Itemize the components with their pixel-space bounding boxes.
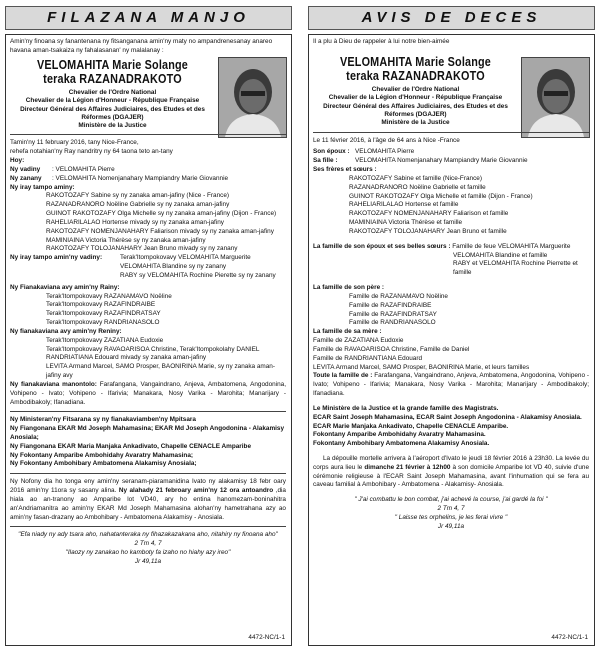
list-item: Fokontany Ambohibary Ambatomena Alakamisy Anosiala. <box>313 440 490 448</box>
malagasy-notice <box>5 6 292 646</box>
notice-frame <box>5 34 292 646</box>
child-row <box>10 175 286 184</box>
list-item: RAKOTOZAFY TOLOJANAHARY Jean Bruno mivady sy ny zanany <box>46 245 238 253</box>
in-laws-label: La famille de son époux et ses belles sœurs : <box>313 242 451 250</box>
list-item: Famille de RAVAOARISOA Christine, Famille de Daniel <box>313 345 470 353</box>
list-item: GUINOT RAKOTOZAFY Olga Michelle sy ny zanaka aman-jafiny (Dijon - France) <box>46 210 277 218</box>
deceased-maiden-name: teraka RAZANADRAKOTO <box>43 71 182 86</box>
spouse-row <box>10 166 286 175</box>
spouse-label: Son époux : <box>313 148 350 156</box>
mother-family-label: La famille de sa mère : <box>313 328 382 336</box>
list-item: LEVITA Armand Marcel, SAMO Prosper, BAONIRINA Marie, sy ny zanaka aman-jafiny avy <box>46 363 275 380</box>
child-label: Sa fille : <box>313 157 338 165</box>
funeral-date: Ny alahady 21 febroary amin'ny 12 ora antoandro <box>118 487 274 495</box>
list-item: RAZANADRANORO Noëline Gabrielle sy ny zanaka aman-jafiny <box>46 201 230 209</box>
list-item: ECAR Saint Joseph Mahamasina, ECAR Saint Joseph Angodonina - Alakamisy Anosiala. <box>313 413 582 421</box>
list-item: VELOMAHITA Blandine sy ny zanany <box>120 263 227 271</box>
titles <box>10 89 215 131</box>
in-laws-list <box>313 252 589 261</box>
list-item: RANDRIATIANA Edouard mivady sy zanaka aman-jafiny <box>46 354 207 362</box>
whole-family <box>10 381 286 407</box>
deceased-maiden-name: teraka RAZANADRAKOTO <box>346 68 485 83</box>
list-item: Famille de RAZAFINDRAIBE <box>349 301 432 309</box>
bible-ref: Jr 49,11a <box>437 522 465 530</box>
list-item: Terak'Itompokovavy RAZANAMAVO Noëline <box>46 292 172 300</box>
list-item: Famille de RAZANAMAVO Noëline <box>349 292 448 300</box>
list-item: MAMINIAINA Victoria Thérèse sy ny zanaka aman-jafiny <box>46 236 206 244</box>
list-item: Famille de feue VELOMAHITA Marguerite <box>452 242 571 250</box>
in-laws-row <box>10 254 286 263</box>
whole-family-places: Farafangana, Vangaindrano, Anjeva, Ambatomena, Angodonina, Vohipeno - Ivato; Vohipeno - Ifarivia; Manakara, Nosy Varika - Marohita; Manarijary - Ambodibakoly; Ifanadiana. <box>313 372 589 398</box>
intro-text: Il a plu à Dieu de rappeler à lui notre bien-aimée <box>313 38 450 45</box>
mother-family-list <box>10 337 286 381</box>
list-item: Ny Fiangonana EKAR Maria Manjaka Ankadivato, Chapelle CENACLE Amparibe <box>10 442 252 450</box>
list-item: RAKOTOZAFY NOMENJANAHARY Faliarison et famille <box>349 210 509 218</box>
hoy-label: Hoy: <box>10 157 25 165</box>
child-name: VELOMAHITA Nomenjanahary Mampiandry Marie Giovannie <box>355 157 528 165</box>
french-notice <box>308 6 595 646</box>
funeral-details <box>313 455 589 490</box>
title-line: Chevalier de la Légion d'Honneur - République Française <box>25 97 200 105</box>
father-family-list <box>313 293 589 328</box>
list-item: RAKOTOZAFY TOLOJANAHARY Jean Bruno et famille <box>349 227 507 235</box>
notice-banner: AVIS DE DECES <box>308 6 595 30</box>
title-line: Réformes (DGAJER) <box>384 111 447 118</box>
siblings-list <box>313 175 589 237</box>
father-family-label: La famille de son père : <box>313 284 385 292</box>
list-item: Famille de RAZAFINDRATSAY <box>349 310 437 318</box>
reference-code: 4472-NC/1-1 <box>551 634 588 641</box>
siblings-label: Ny iray tampo aminy: <box>10 183 75 191</box>
name-block <box>10 58 215 131</box>
quotes <box>313 496 589 531</box>
list-item: Terak'Itompokovavy RAVAOARISOA Christine, Terak'Itompokolahy DANIEL <box>46 345 260 353</box>
notice-frame <box>308 34 595 646</box>
divider <box>313 132 589 133</box>
title-line: Réformes (DGAJER) <box>81 113 144 121</box>
divider <box>10 134 286 135</box>
spouse-row <box>313 148 589 157</box>
list-item: Famille de ZAZATIANA Eudoxie <box>313 337 404 345</box>
title-line: Chevalier de la Légion d'Honneur - République Française <box>328 94 503 102</box>
list-item: Ny Fokontany Ambohibary Ambatomena Alakamisy Anosiala; <box>10 460 197 468</box>
list-item: Fokontany Amparibe Ambohidahy Avaratry Mahamasina. <box>313 431 486 439</box>
notice-banner: FILAZANA MANJO <box>5 6 292 30</box>
title-line: Ministère de la Justice <box>381 119 450 127</box>
divider <box>10 526 286 527</box>
bible-quote: "Efa niady ny ady tsara aho, nahatanteraka ny fihazakazakana aho, nitahiry ny finoana aho" <box>18 531 278 539</box>
funeral-details <box>10 478 286 522</box>
bible-ref: 2 Tm 4, 7 <box>134 540 162 548</box>
funeral-date: dimanche 21 février à 12h00 <box>364 463 451 471</box>
funeral-text: ,dia hiala ao an-tranony ao Amparibe lot VD40, ary ho entina hanomezam-boninahitra an'Andriamanitra ao amin'ny EKAR Md Joseph Mahamasina alohan'ny hametrahana azy ao amin'ny fasan-drazany ao Ambohibary - Ambatomena Alakamisy - Anosiala. <box>10 487 286 521</box>
list-item: Ny Fiangonana EKAR Md Joseph Mahamasina; EKAR Md Joseph Angodonina - Alakamisy Anosiala; <box>10 425 285 441</box>
list-item: RAKOTOZAFY NOMENJANAHARY Faliarison mivady sy ny zanaka aman-jafiny <box>46 227 274 235</box>
list-item: Le Ministère de la Justice et la grande famille des Magistrats. <box>313 404 499 412</box>
funeral-text: à son domicile Amparibe lot VD 40, suivie d'une cérémonie religieuse à l'ECAR Saint Joseph Mahamasina, avant l'inhumation qui se fera au caveau familial à Ambohibary - Ambatomena - Alakamisy- Anosiala. <box>313 463 589 489</box>
title-line: Chevalier de l'Ordre National <box>68 88 157 96</box>
title-line: Chevalier de l'Ordre National <box>371 86 460 94</box>
list-item: RAHELIARILALAO Hortense mivady sy ny zanaka aman-jafiny <box>46 218 224 226</box>
list-item: Ny Fokontany Amparibe Ambohidahy Avaratry Mahamasina; <box>10 451 194 459</box>
title-line: Directeur Général des Affaires Judiciaires, des Etudes et des <box>323 102 508 110</box>
list-item: RAKOTOZAFY Sabine et famille (Nice-France) <box>349 174 482 182</box>
title-line: Ministère de la Justice <box>78 122 147 130</box>
in-laws-list <box>10 263 286 281</box>
institutions <box>10 416 286 469</box>
list-item: Terak'Itompokovavy VELOMAHITA Marguerite <box>120 254 251 262</box>
bible-quote: " J'ai combattu le bon combat, j'ai achevé la course, j'ai gardé la foi " <box>354 496 548 504</box>
father-family-list <box>10 293 286 328</box>
child-label: Ny zanany <box>10 174 42 182</box>
bible-ref: Jr 49,11a <box>134 557 162 565</box>
mother-family-list <box>313 337 589 372</box>
mother-family-label: Ny fianakaviana avy amin'ny Reniny: <box>10 327 122 335</box>
intro-text: Amin'ny finoana sy fanantenana ny fitsanganana amin'ny maty no ampandrenesanay anareo havana aman-tsakaiza ny fahalasanan' ny malalanay : <box>10 38 273 54</box>
in-laws-label: Ny iray tampo amin'ny vadiny: <box>10 254 103 262</box>
list-item: ECAR Marie Manjaka Ankadivato, Chapelle CENACLE Amparibe. <box>313 422 509 430</box>
funeral-text: Ny Nofony dia ho tonga eny amin'ny seranam-piaramanidina Ivato ny alakamisy 18 febr oary 2016 amin'ny 11ora sy sasany alina. <box>10 478 286 495</box>
name-block <box>313 55 518 128</box>
divider <box>10 411 286 412</box>
list-item: VELOMAHITA Blandine et famille <box>453 251 548 259</box>
reference-code: 4472-NC/1-1 <box>248 634 285 641</box>
whole-family-label: Toute la famille de : <box>313 372 373 380</box>
death-age: rehefa notahian'ny Ray nandritry ny 64 taona teto an-tany <box>10 148 173 156</box>
spouse-name: VELOMAHITA Pierre <box>355 148 415 156</box>
list-item: Famille de RANDRIANTIANA Edouard <box>313 354 423 362</box>
list-item: RAKOTOZAFY Sabine sy ny zanaka aman-jafiny (Nice - France) <box>46 192 230 200</box>
child-row <box>313 157 589 166</box>
list-item: RAZANADRANORO Noëline Gabrielle et famille <box>349 183 486 191</box>
divider <box>10 473 286 474</box>
institutions <box>313 405 589 449</box>
in-laws-row <box>313 243 589 252</box>
bible-quote: " Laisse tes orphelins, je les ferai vivre " <box>394 513 508 521</box>
bible-ref: 2 Tm 4, 7 <box>437 505 465 513</box>
list-item: MAMINIAINA Victoria Thérèse et famille <box>349 219 463 227</box>
list-item: Famille de RANDRIANASOLO <box>349 319 436 327</box>
deceased-name: VELOMAHITA Marie Solange <box>37 57 188 72</box>
death-date: Tamin'ny 11 february 2016, tany Nice-France, <box>10 139 139 147</box>
in-laws-list <box>313 260 589 278</box>
deceased-name: VELOMAHITA Marie Solange <box>340 54 491 69</box>
whole-family <box>313 372 589 398</box>
titles <box>313 86 518 128</box>
list-item: RAHELIARILALAO Hortense et famille <box>349 201 459 209</box>
funeral-text: La dépouille mortelle arrivera à l'aéroport d'Ivato le jeudi 18 février 2016 à 23h30. La levée du corps aura lieu le <box>313 454 589 471</box>
list-item: GUINOT RAKOTOZAFY Olga Michelle et famille (Dijon - France) <box>349 192 533 200</box>
siblings-label: Ses frères et sœurs : <box>313 166 377 174</box>
list-item: Terak'Itompokovavy RANDRIANASOLO <box>46 319 160 327</box>
whole-family-places: Farafangana, Vangaindrano, Anjeva, Ambatomena, Angodonina, Vohipeno - Ivato; Vohipeno - Ifarivia; Manakara, Nosy Varika - Marohita; Manarijary - Ambodibakoly; Ifanadiana. <box>10 380 286 406</box>
child-name: : VELOMAHITA Nomenjanahary Mampiandry Marie Giovannie <box>52 174 229 182</box>
list-item: Terak'Itompokovavy ZAZATIANA Eudoxie <box>46 336 164 344</box>
list-item: RABY et VELOMAHITA Rochine Pierrette et famille <box>453 260 578 277</box>
list-item: RABY sy VELOMAHITA Rochine Pierette sy ny zanany <box>120 271 276 279</box>
father-family-label: Ny Fianakaviana avy amin'ny Rainy: <box>10 283 120 291</box>
spouse-label: Ny vadiny <box>10 165 41 173</box>
list-item: Ny Ministeran'ny Fitsarana sy ny fianakaviamben'ny Mpitsara <box>10 416 196 424</box>
list-item: LEVITA Armand Marcel, SAMO Prosper, BAONIRINA Marie, et leurs familles <box>313 363 530 371</box>
death-date: Le 11 février 2016, à l'âge de 64 ans à Nice -France <box>313 136 460 144</box>
list-item: Terak'Itompokovavy RAZAFINDRAIBE <box>46 301 156 309</box>
siblings-list <box>10 192 286 254</box>
bible-quote: "Ilaozy ny zanakao ho kamboty fa izaho no hiahy azy ireo" <box>65 549 231 557</box>
title-line: Directeur Général des Affaires Judiciaires, des Etudes et des <box>20 105 205 113</box>
whole-family-label: Ny fianakaviana manontolo: <box>10 380 97 388</box>
list-item: Terak'Itompokovavy RAZAFINDRATSAY <box>46 310 161 318</box>
spouse-name: : VELOMAHITA Pierre <box>52 165 115 173</box>
